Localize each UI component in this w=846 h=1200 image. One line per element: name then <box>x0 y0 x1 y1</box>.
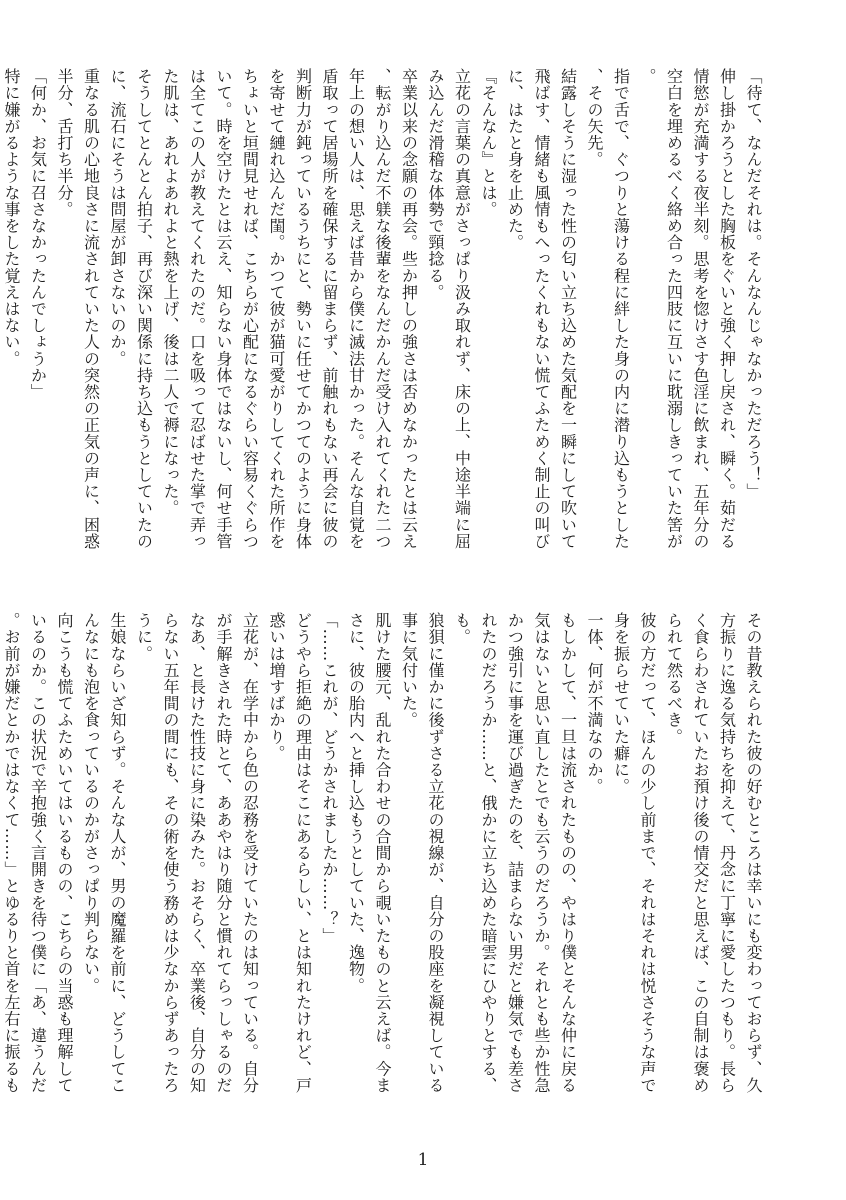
text-paragraph: 重なる肌の心地良さに流されていた人の突然の正気の声に、困惑半分、舌打ち半分。 <box>55 68 101 550</box>
text-paragraph: 結露しそうに湿った性の匂い立ち込めた気配を一瞬にして吹いて飛ばす、情緒も風情もへったくれもない慌てふためく制止の叫びに、はたと身を止めた。 <box>505 68 578 550</box>
text-paragraph: 立花が、在学中から色の忍務を受けていたのは知っている。自分が手解きされた時とて、ああやはり随分と慣れてらっしゃるのだなあ、と長けた性技に身に染みた。おそらく、卒業後、自分の知らない五年間の間にも、その術を使う務めは少なからずあったろうに。 <box>134 612 260 1094</box>
text-paragraph: 狼狽に僅かに後ずさる立花の視線が、自分の股座を凝視している事に気付いた。 <box>399 612 445 1094</box>
text-paragraph: 彼の方だって、ほんの少し前まで、それはそれは悦さそうな声で身を振らせていた癖に。 <box>611 612 657 1094</box>
text-paragraph: 特に嫌がるような事をした覚えはない。 <box>2 68 21 367</box>
text-paragraph: 立花の言葉の真意がさっぱり汲み取れず、床の上、中途半端に屈み込んだ滑稽な体勢で頸捻る。 <box>426 68 472 550</box>
text-paragraph: 一体、何が不満なのか。 <box>585 612 604 795</box>
text-paragraph: 『そんなん』とは。 <box>479 68 498 218</box>
text-paragraph: そうしてとんとん拍子、再び深い関係に持ち込もうとしていたのに、流石にそうは問屋が卸さないのか。 <box>108 68 154 550</box>
text-paragraph: 卒業以来の念願の再会。些か押しの強さは否めなかったとは云え、転がり込んだ不躾な後輩をなんだかんだ受け入れてくれた二つ年上の想い人は、思えば昔から僕に滅法甘かった。そんな自覚を盾取って居場所を確保するに留まらず、前触れもない再会に彼の判断力が鈍っているうちにと、勢いに任せてかつてのように身体を寄せて縺れ込んだ閨。かつて彼が猫可愛がりしてくれた所作をちょいと垣間見せれば、こちらが心配になるぐらい容易くぐらついて。時を空けたとは云え、知らない身体ではないし、何せ手管は全てこの人が教えてくれたのだ。口を吸って忍ばせた掌で弄った肌は、あれよあれよと熱を上げ、後は二人で褥になった。 <box>161 68 419 550</box>
upper-text-tier <box>2 68 766 554</box>
text-paragraph: もしかして、一旦は流されたものの、やはり僕とそんな仲に戻る気はないと思い直したとでも云うのだろうか。それとも些か性急かつ強引に事を運び過ぎたのを、詰まらない男だと嫌気でも差されたのだろうか……と、俄かに立ち込めた暗雲にひやりとする、も。 <box>452 612 578 1094</box>
text-paragraph: 「待て、なんだそれは。そんなんじゃなかっただろう！」 <box>744 68 763 500</box>
text-paragraph: 向こうも慌てふためいてはいるものの、こちらの当惑も理解しているのか。この状況で辛抱強く言開きを待つ僕に「あ、違うんだ。お前が嫌だとかではなくて……」とゆるりと首を左右に振るも <box>2 612 74 1094</box>
lower-text-block <box>0 612 766 1098</box>
text-paragraph: 生娘ならいざ知らず。そんな人が、男の魔羅を前に、どうしてこんなにも泡を食っているのかがさっぱり判らない。 <box>81 612 127 1094</box>
text-paragraph: 伸し掛かろうとした胸板をぐいと強く押し戻され、瞬く。茹だる情慾が充満する夜半刻。思考を惚けさす色淫に飲まれ、五年分の空白を埋めるべく絡め合った四肢に互いに耽溺しきっていた筈が。 <box>638 68 737 550</box>
page-number: 1 <box>417 1150 429 1170</box>
lower-text-tier <box>2 612 766 1098</box>
upper-text-block <box>0 68 766 554</box>
text-paragraph: 「何か、お気に召さなかったんでしょうか」 <box>28 68 48 400</box>
text-paragraph: 「……これが、どうかされましたか……？」 <box>320 612 339 944</box>
text-paragraph: どうやら拒絶の理由はそこにあるらしい、とは知れたけれど、戸惑いは増すばかり。 <box>267 612 313 1094</box>
text-paragraph: 肌けた腰元、乱れた合わせの合間から覗いたものと云えば。今まさに、彼の胎内へと挿し込もうとしていた、逸物。 <box>346 612 392 1094</box>
text-paragraph: 指で舌で、ぐつりと蕩ける程に絆した身の内に潜り込もうとした、その矢先。 <box>585 68 631 550</box>
text-paragraph: その昔教えられた彼の好むところは幸いにも変わっておらず、久方振りに逸る気持ちを抑えて、丹念に丁寧に愛したつもり。長らく食らわされていたお預け後の情交だと思えば、この自制は褒められて然るべき。 <box>664 612 763 1094</box>
